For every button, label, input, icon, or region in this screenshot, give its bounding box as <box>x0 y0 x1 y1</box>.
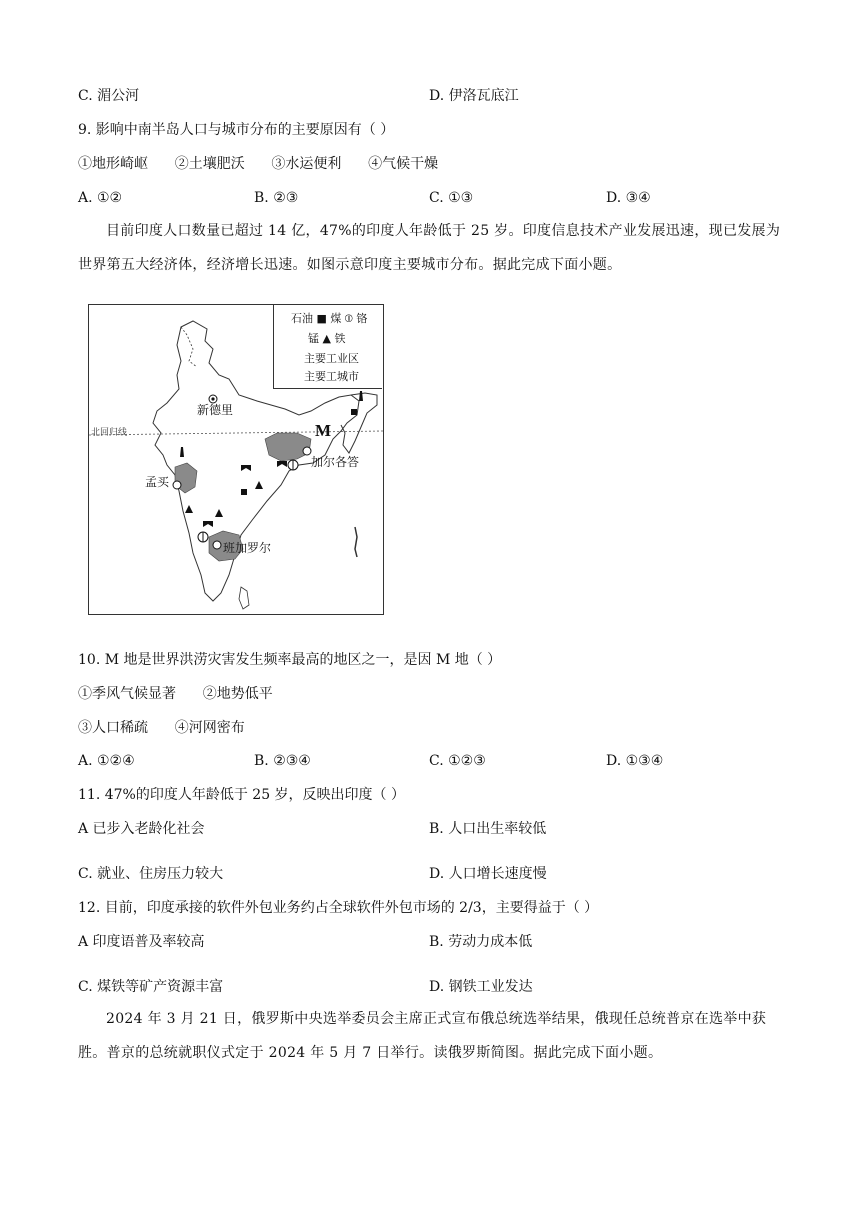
mumbai-marker <box>173 481 181 489</box>
bangalore-label: 班加罗尔 <box>223 541 272 555</box>
bangalore-marker <box>213 541 221 549</box>
manganese-symbol <box>241 465 251 471</box>
sri-lanka <box>239 587 249 609</box>
q10-items-1: ①季风气候显著 ②地势低平 <box>78 686 273 702</box>
q10-option-b: B. ②③④ <box>254 753 311 769</box>
new-delhi-marker <box>209 395 217 403</box>
q12-option-b: B. 劳动力成本低 <box>429 934 533 950</box>
coal-symbol <box>241 489 247 495</box>
q8-option-c: C. 湄公河 <box>78 88 140 104</box>
q11-option-c: C. 就业、住房压力较大 <box>78 866 224 882</box>
iron-symbol <box>255 481 263 489</box>
q12-option-c: C. 煤铁等矿产资源丰富 <box>78 979 224 995</box>
manganese-symbol <box>203 521 213 527</box>
q9-option-d: D. ③④ <box>606 190 651 206</box>
q10-option-d: D. ①③④ <box>606 753 664 769</box>
map-legend <box>273 305 382 389</box>
q8-option-d: D. 伊洛瓦底江 <box>429 88 519 104</box>
q9-stem: 9. 影响中南半岛人口与城市分布的主要原因有（ ） <box>78 122 395 138</box>
q11-option-d: D. 人口增长速度慢 <box>429 866 547 882</box>
coal-symbol <box>351 409 357 415</box>
q12-option-d: D. 钢铁工业发达 <box>429 979 533 995</box>
chromium-symbol <box>198 532 208 542</box>
mumbai-label: 孟买 <box>145 475 170 489</box>
india-city-map <box>88 304 384 615</box>
legend-row-resources: 石油 ■ 煤 ⦶ 铬 <box>291 312 368 325</box>
tropic-of-cancer-label: 北回归线 <box>91 428 128 438</box>
new-delhi-label: 新德里 <box>197 403 234 417</box>
point-m-label: M <box>315 421 332 440</box>
q9-option-b: B. ②③ <box>254 190 299 206</box>
q10-option-c: C. ①②③ <box>429 753 486 769</box>
legend-row-industrial-city: 主要工城市 <box>304 370 359 383</box>
russia-intro-paragraph: 2024 年 3 月 21 日，俄罗斯中央选举委员会主席正式宣布俄总统选举结果，俄现任总统普京在选举中获胜。普京的总统就职仪式定于 2024 年 5 月 7 日举行。读俄罗斯简图。据此完成下面小题。 <box>78 1011 767 1061</box>
oil-symbol <box>180 447 184 457</box>
andaman-islands <box>355 527 357 557</box>
q9-items: ①地形崎岖 ②土壤肥沃 ③水运便利 ④气候干燥 <box>78 156 439 172</box>
q12-option-a: A 印度语普及率较高 <box>78 934 205 950</box>
q9-option-a: A. ①② <box>78 190 123 206</box>
kolkata-label: 加尔各答 <box>311 455 360 469</box>
legend-row-industrial-region: 主要工业区 <box>304 352 359 365</box>
india-intro-paragraph: 目前印度人口数量已超过 14 亿，47%的印度人年龄低于 25 岁。印度信息技术产业发展迅速，现已发展为世界第五大经济体，经济增长迅速。如图示意印度主要城市分布。据此完成下面小题。 <box>78 223 781 273</box>
q11-option-b: B. 人口出生率较低 <box>429 821 547 837</box>
oil-symbol <box>359 391 363 401</box>
legend-row-manganese-iron: 锰 ▲ 铁 <box>308 332 346 345</box>
q10-items-2: ③人口稀疏 ④河网密布 <box>78 720 245 736</box>
manganese-symbol <box>277 461 287 467</box>
q12-stem: 12. 目前，印度承接的软件外包业务约占全球软件外包市场的 2/3，主要得益于（ ） <box>78 900 599 916</box>
kashmir-outline <box>181 327 197 367</box>
iron-symbol <box>185 505 193 513</box>
q10-stem: 10. M 地是世界洪涝灾害发生频率最高的地区之一，是因 M 地（ ） <box>78 652 502 668</box>
q11-stem: 11. 47%的印度人年龄低于 25 岁，反映出印度（ ） <box>78 787 405 803</box>
q9-option-c: C. ①③ <box>429 190 474 206</box>
q10-option-a: A. ①②④ <box>78 753 135 769</box>
iron-symbol <box>215 509 223 517</box>
industrial-region-kolkata <box>265 433 311 461</box>
chromium-symbol <box>288 460 298 470</box>
q11-option-a: A 已步入老龄化社会 <box>78 821 205 837</box>
kolkata-marker <box>303 447 311 455</box>
